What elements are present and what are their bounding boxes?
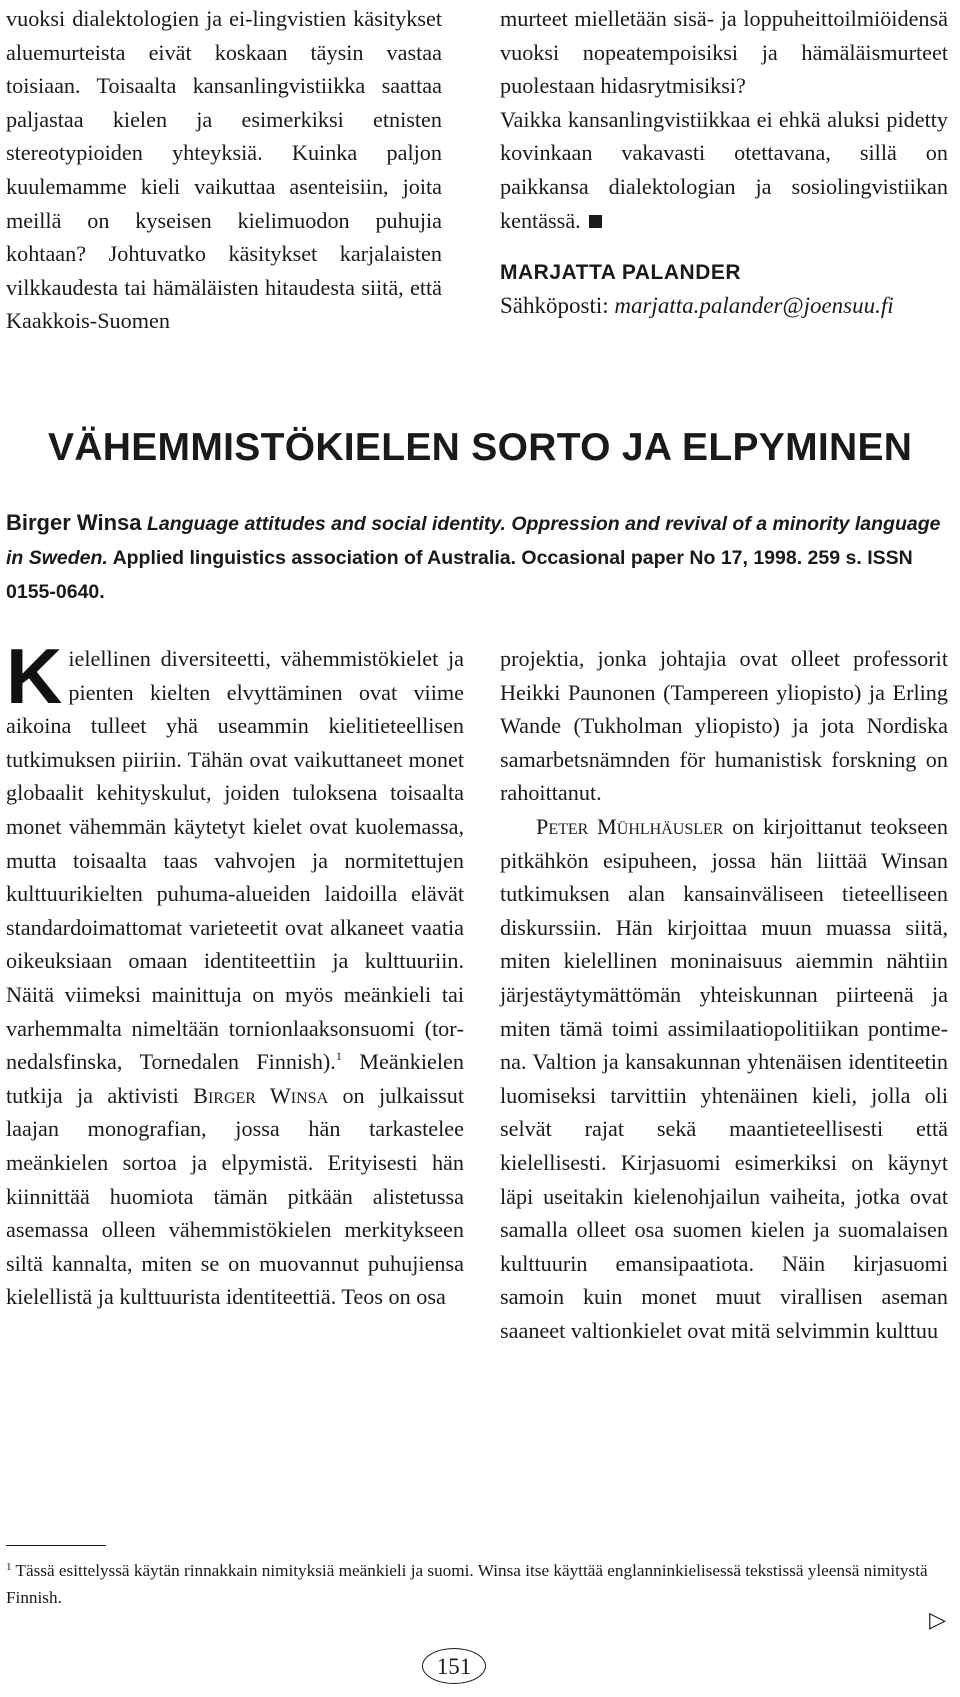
email-label: Sähköposti: — [500, 293, 609, 319]
email-address[interactable]: marjatta.palander@joensuu.fi — [614, 293, 894, 319]
person-name: Peter Mühlhäusler — [536, 813, 724, 839]
prev-article-text: murteet mielletään sisä- ja loppuheittoilmiöidensä vuoksi nopeatempoisiksi ja hämäläismurteet puolestaan hidasrytmisiksi? — [500, 6, 948, 99]
review-text: on julkaissut laajan monografian, jossa hän tarkastelee meänkielen sortoa ja elpymistä. Erityisesti hän kiinnittää huomiota tämän pitkään alistetussa asemassa olleen vähemmistökielen merkitykseen siltä kannalta, miten se on muovannut puhujiensa kielellistä ja kulttuurista identiteettiä. Teos on osa — [6, 1082, 465, 1310]
review-right-column — [500, 642, 948, 1347]
footnote-number: 1 — [6, 1561, 12, 1573]
footnote-text: Tässä esittelyssä käytän rinnakkain nimityksiä meänkieli ja suomi. Winsa itse käyttää englanninkielisessä tekstissä yleensä nimitystä Finnish. — [6, 1561, 928, 1607]
continue-arrow-icon: ▷ — [929, 1608, 946, 1633]
review-text: ielellinen diversiteetti, vähemmistökielet ja pienten kielten elvyttäminen ovat viime aikoina tulleet yhä useammin kielitieteellisen tutkimuksen piiriin. Tähän ovat vaikuttaneet monet globaalit kehityskulut, joiden tuloksena toisaalta monet vähemmän käytetyt kielet ovat kuolemassa, mutta toisaalta taas vahvojen ja normitettujen kulttuurikielten puhuma-alueiden laidoilla elävät standardoimattomat varieteetit ovat alkaneet vaatia oikeuksiaan omaan identiteettiin ja kulttuuriin. Näitä viimeksi mainittuja on myös meänkieli tai varhemmalta nimeltään tornionlaaksonsuomi (tornedalsfinska, Tornedalen Finnish). — [6, 646, 464, 1075]
article-author: MARJATTA PALANDER — [500, 261, 742, 285]
footnote-reference[interactable]: 1 — [335, 1049, 342, 1064]
reviewed-author: Birger Winsa — [6, 510, 142, 535]
author-email-line — [500, 288, 948, 324]
publication-info: Applied linguistics association of Australia. Occasional paper No 17, 1998. 259 s. ISSN 0155-0640. — [6, 547, 913, 603]
page-number: 151 — [422, 1648, 486, 1684]
prev-article-conclusion — [500, 103, 948, 237]
review-citation — [6, 506, 950, 609]
review-left-column — [6, 632, 465, 1314]
end-of-article-square-icon — [589, 215, 602, 228]
prev-article-left-column — [6, 2, 442, 338]
section-title: VÄHEMMISTÖKIELEN SORTO JA ELPYMINEN — [48, 426, 913, 469]
book-title: Language attitudes and social identity. Oppression and revival of a minority language in Sweden. — [6, 513, 941, 569]
footnote-divider — [6, 1545, 106, 1546]
prev-article-right-column — [500, 2, 948, 324]
prev-article-text: Vaikka kansanlingvistiikkaa ei ehkä aluksi pidetty kovinkaan vakavasti otettavana, sillä on paikkansa dialektologian ja sosiolingvistiikan kentässä. — [500, 106, 948, 233]
review-text: Meänkielen tutkija ja aktivisti — [6, 1049, 464, 1108]
review-paragraph — [6, 632, 465, 1314]
review-paragraph: projektia, jonka johtajia ovat olleet professorit Heikki Paunonen (Tampereen yliopisto) ja Erling Wande (Tukholman yliopisto) ja jota Nordiska samarbetsnämnden för humanistisk forskning on rahoittanut. — [500, 646, 948, 806]
person-name: Birger Winsa — [193, 1082, 329, 1108]
prev-article-text: vuoksi dialektologien ja ei-lingvistien käsitykset aluemurteista eivät koskaan täysin vastaa toisiaan. Toisaalta kansanlingvistiikka saattaa paljastaa kielen ja esimerkiksi etnisten stereotypioiden yhteyksiä. Kuinka paljon kuulemamme kieli vaikuttaa asenteisiin, joita meillä on kyseisen kielimuodon puhujia kohtaan? Johtuvatko käsitykset karjalaisten vilkkaudesta tai hämäläisten hitaudesta siitä, että Kaakkois-Suomen — [6, 6, 442, 334]
review-text: on kirjoittanut teokseen pitkähkön esipuheen, jossa hän liittää Winsan tutkimuksen alan kansainväliseen tieteelliseen diskurssiin. Hän kirjoittaa muun muassa siitä, miten kielellinen moninaisuus aiemmin nähtiin järjestäytymättömän yhteiskunnan piirteenä ja miten tämä toimi assimilaatiopolitiikan pontimena. Valtion ja kansakunnan yhtenäisen identiteetin luomiseksi tarvittiin yhtenäinen kieli, jolla oli selvät rajat sekä maantieteellisesti että kielellisesti. Kirjasuomi esimerkiksi on käynyt läpi useitakin kielenohjailun vaiheita, jotka ovat samalla olleet osa suomen kielen ja suomalaisen kulttuurin emansipaatiota. Näin kirjasuomi samoin kuin monet muut virallisen aseman saaneet valtionkielet ovat mitä selvimmin kulttuu — [500, 813, 948, 1343]
review-paragraph — [500, 810, 948, 1348]
drop-cap: K — [6, 632, 63, 720]
footnote — [6, 1557, 950, 1611]
